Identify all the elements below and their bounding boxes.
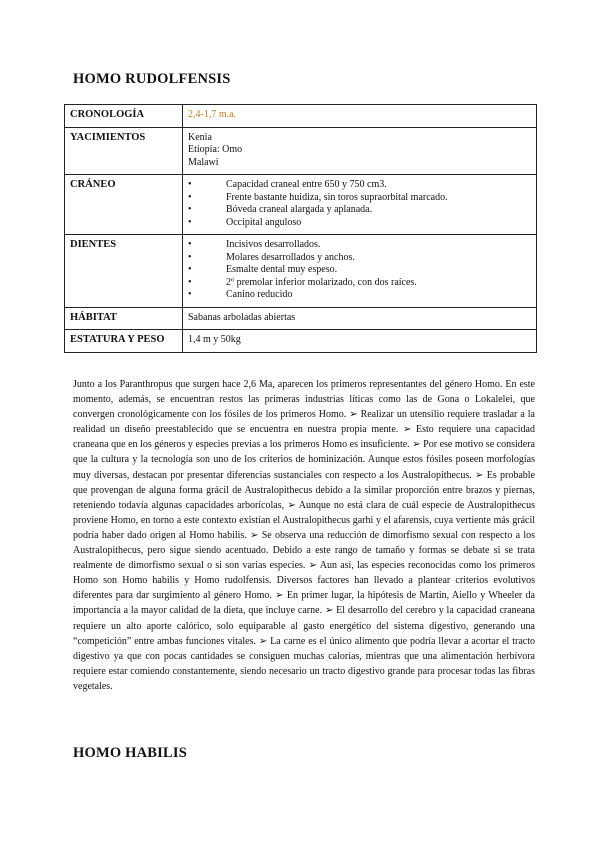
craneo-list (188, 179, 531, 229)
table-row-yacimientos (65, 127, 537, 175)
row-label-habitat: HÁBITAT (65, 307, 183, 330)
yacimiento-line: Kenia (188, 131, 212, 143)
table-row-dientes (65, 235, 537, 308)
row-value-dientes (183, 235, 537, 308)
table-row-habitat (65, 307, 537, 330)
row-label-cronologia: CRONOLOGÍA (65, 105, 183, 128)
row-value-estatura: 1,4 m y 50kg (183, 330, 537, 353)
list-item: • Bóveda craneal alargada y aplanada. (188, 204, 531, 217)
list-item: • Incisivos desarrollados. (188, 239, 531, 252)
body-paragraph: Junto a los Paranthropus que surgen hace 2,6 Ma, aparecen los primeros representantes del género Homo. En este momento, además, se encuentran restos las primeras industrias líticas como las de Gona o Lokalelei, que convergen cronológicamente con los fósiles de los primeros Homo. ➢ Realizar un utensilio requiere trasladar a la realidad un diseño preestablecido que se encuentra en nuestra propia mente. ➢ Esto requiere una capacidad craneana que en los géneros y especies previas a los primeros Homo es insuficiente. ➢ Por ese motivo se considera que la cultura y la tecnología son uno de los criterios de hominización. Aunque estos fósiles poseen morfologías muy diversas, destacan por presentar diferencias sustanciales con respecto a los Australopithecus. ➢ Es probable que provengan de alguna forma grácil de Australopithecus debido a la similar proporción entre brazos y piernas, reteniendo todavía algunas capacidades arborícolas, ➢ Aunque no está clara de cuál especie de Australopithecus proviene Homo, en torno a este contexto existían el Australopithecus garhi y el afarensis, cuya vertiente más grácil podría haber dado origen al Homo habilis. ➢ Se observa una reducción de dimorfismo sexual con respecto a los Australopithecus, pero sigue siendo acentuado. Debido a este rango de tamaño y formas se debate si se trata realmente de dimorfismo sexual o si son varias especies. ➢ Aun así, las especies reconocidas como los primeros Homo son Homo habilis y Homo rudolfensis. Diversos factores han llevado a plantear criterios evolutivos diferentes para dar surgimiento al género Homo. ➢ En primer lugar, la hipótesis de Martin, Aiello y Wheeler da importancia a la mayor calidad de la dieta, que incluye carne. ➢ El desarrollo del cerebro y la capacidad craneana requiere un alto aporte calórico, solo equiparable al gasto energético del sistema digestivo, generando una “competición” entre ambas funciones vitales. ➢ La carne es el único alimento que podría llevar a acortar el tracto digestivo ya que con pocas cantidades se consiguen muchas calorías, mientras que una alimentación herbívora requiere estar comiendo constantemente, siendo necesario un tracto digestivo grande para procesar todas las fibras vegetales. (73, 379, 535, 692)
list-item: • Canino reducido (188, 289, 531, 302)
species-info-table (64, 104, 537, 353)
table-row-craneo (65, 175, 537, 235)
row-value-habitat: Sabanas arboladas abiertas (183, 307, 537, 330)
table-row-cronologia (65, 105, 537, 128)
table-row-estatura (65, 330, 537, 353)
list-item: • 2º premolar inferior molarizado, con dos raíces. (188, 277, 531, 290)
list-item: • Molares desarrollados y anchos. (188, 252, 531, 265)
dientes-list (188, 239, 531, 302)
row-label-dientes: DIENTES (65, 235, 183, 308)
row-value-cronologia: 2,4-1,7 m.a. (183, 105, 537, 128)
section-title-homo-habilis: HOMO HABILIS (73, 745, 187, 761)
row-value-yacimientos (183, 127, 537, 175)
yacimiento-line: Malawi (188, 156, 219, 168)
list-item: • Frente bastante huidiza, sin toros supraorbital marcado. (188, 192, 531, 205)
row-label-craneo: CRÁNEO (65, 175, 183, 235)
row-label-yacimientos: YACIMIENTOS (65, 127, 183, 175)
list-item: • Esmalte dental muy espeso. (188, 264, 531, 277)
yacimiento-line: Etiopía: Omo (188, 144, 243, 155)
list-item: • Capacidad craneal entre 650 y 750 cm3. (188, 179, 531, 192)
section-title-homo-rudolfensis: HOMO RUDOLFENSIS (73, 71, 231, 87)
row-value-craneo (183, 175, 537, 235)
list-item: • Occipital anguloso (188, 217, 531, 230)
row-label-estatura: ESTATURA Y PESO (65, 330, 183, 353)
